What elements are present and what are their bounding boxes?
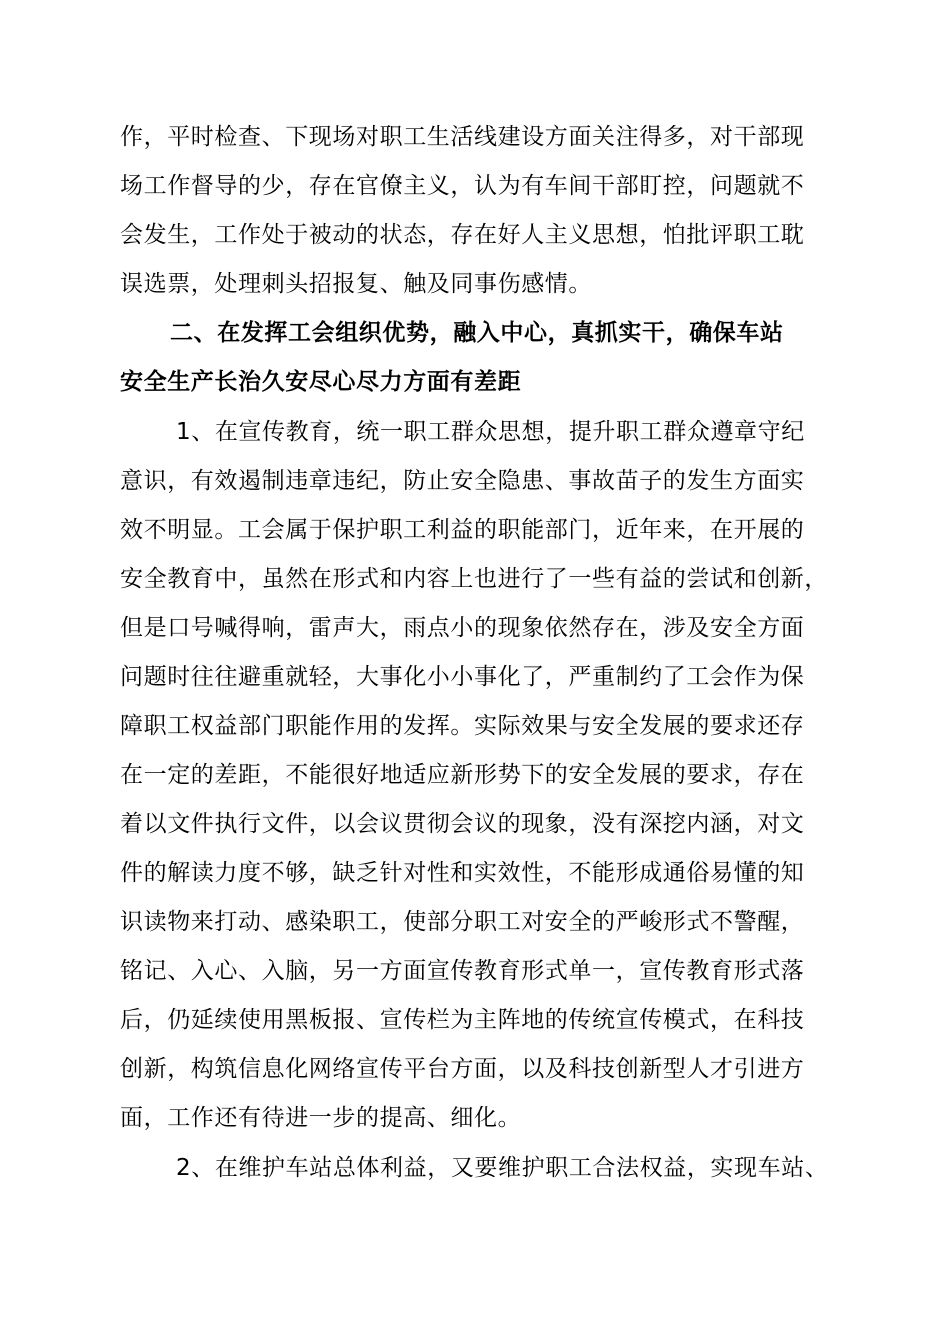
text-line: 效不明显。工会属于保护职工利益的职能部门，近年来，在开展的 — [120, 517, 805, 543]
paragraph-first-line: 2、在维护车站总体利益，又要维护职工合法权益，实现车站、 — [176, 1155, 829, 1181]
text-line: 意识，有效遏制违章违纪，防止安全隐患、事故苗子的发生方面实 — [120, 468, 805, 494]
text-line: 安全教育中，虽然在形式和内容上也进行了一些有益的尝试和创新， — [120, 566, 828, 592]
text-line: 着以文件执行文件，以会议贯彻会议的现象，没有深挖内涵，对文 — [120, 811, 805, 837]
text-line: 铭记、入心、入脑，另一方面宣传教育形式单一，宣传教育形式落 — [120, 958, 805, 984]
text-line: 件的解读力度不够，缺乏针对性和实效性，不能形成通俗易懂的知 — [120, 860, 805, 886]
text-line: 作，平时检查、下现场对职工生活线建设方面关注得多，对干部现 — [120, 124, 805, 150]
text-line: 误选票，处理刺头招报复、触及同事伤感情。 — [120, 271, 592, 297]
text-line: 问题时往往避重就轻，大事化小小事化了，严重制约了工会作为保 — [120, 664, 805, 690]
section-heading: 二、在发挥工会组织优势，融入中心，真抓实干，确保车站 — [170, 320, 784, 346]
text-line: 场工作督导的少，存在官僚主义，认为有车间干部盯控，问题就不 — [120, 173, 805, 199]
text-line: 会发生，工作处于被动的状态，存在好人主义思想，怕批评职工耽 — [120, 222, 805, 248]
text-line: 在一定的差距，不能很好地适应新形势下的安全发展的要求，存在 — [120, 762, 805, 788]
text-line: 面，工作还有待进一步的提高、细化。 — [120, 1105, 522, 1131]
section-heading-continued: 安全生产长治久安尽心尽力方面有差距 — [120, 369, 522, 395]
paragraph-first-line: 1、在宣传教育，统一职工群众思想，提升职工群众遵章守纪 — [176, 419, 805, 445]
text-line: 后，仍延续使用黑板报、宣传栏为主阵地的传统宣传模式，在科技 — [120, 1007, 805, 1033]
text-line: 创新，构筑信息化网络宣传平台方面，以及科技创新型人才引进方 — [120, 1056, 805, 1082]
text-line: 障职工权益部门职能作用的发挥。实际效果与安全发展的要求还存 — [120, 713, 805, 739]
text-line: 但是口号喊得响，雷声大，雨点小的现象依然存在，涉及安全方面 — [120, 615, 805, 641]
text-line: 识读物来打动、感染职工，使部分职工对安全的严峻形式不警醒， — [120, 909, 805, 935]
